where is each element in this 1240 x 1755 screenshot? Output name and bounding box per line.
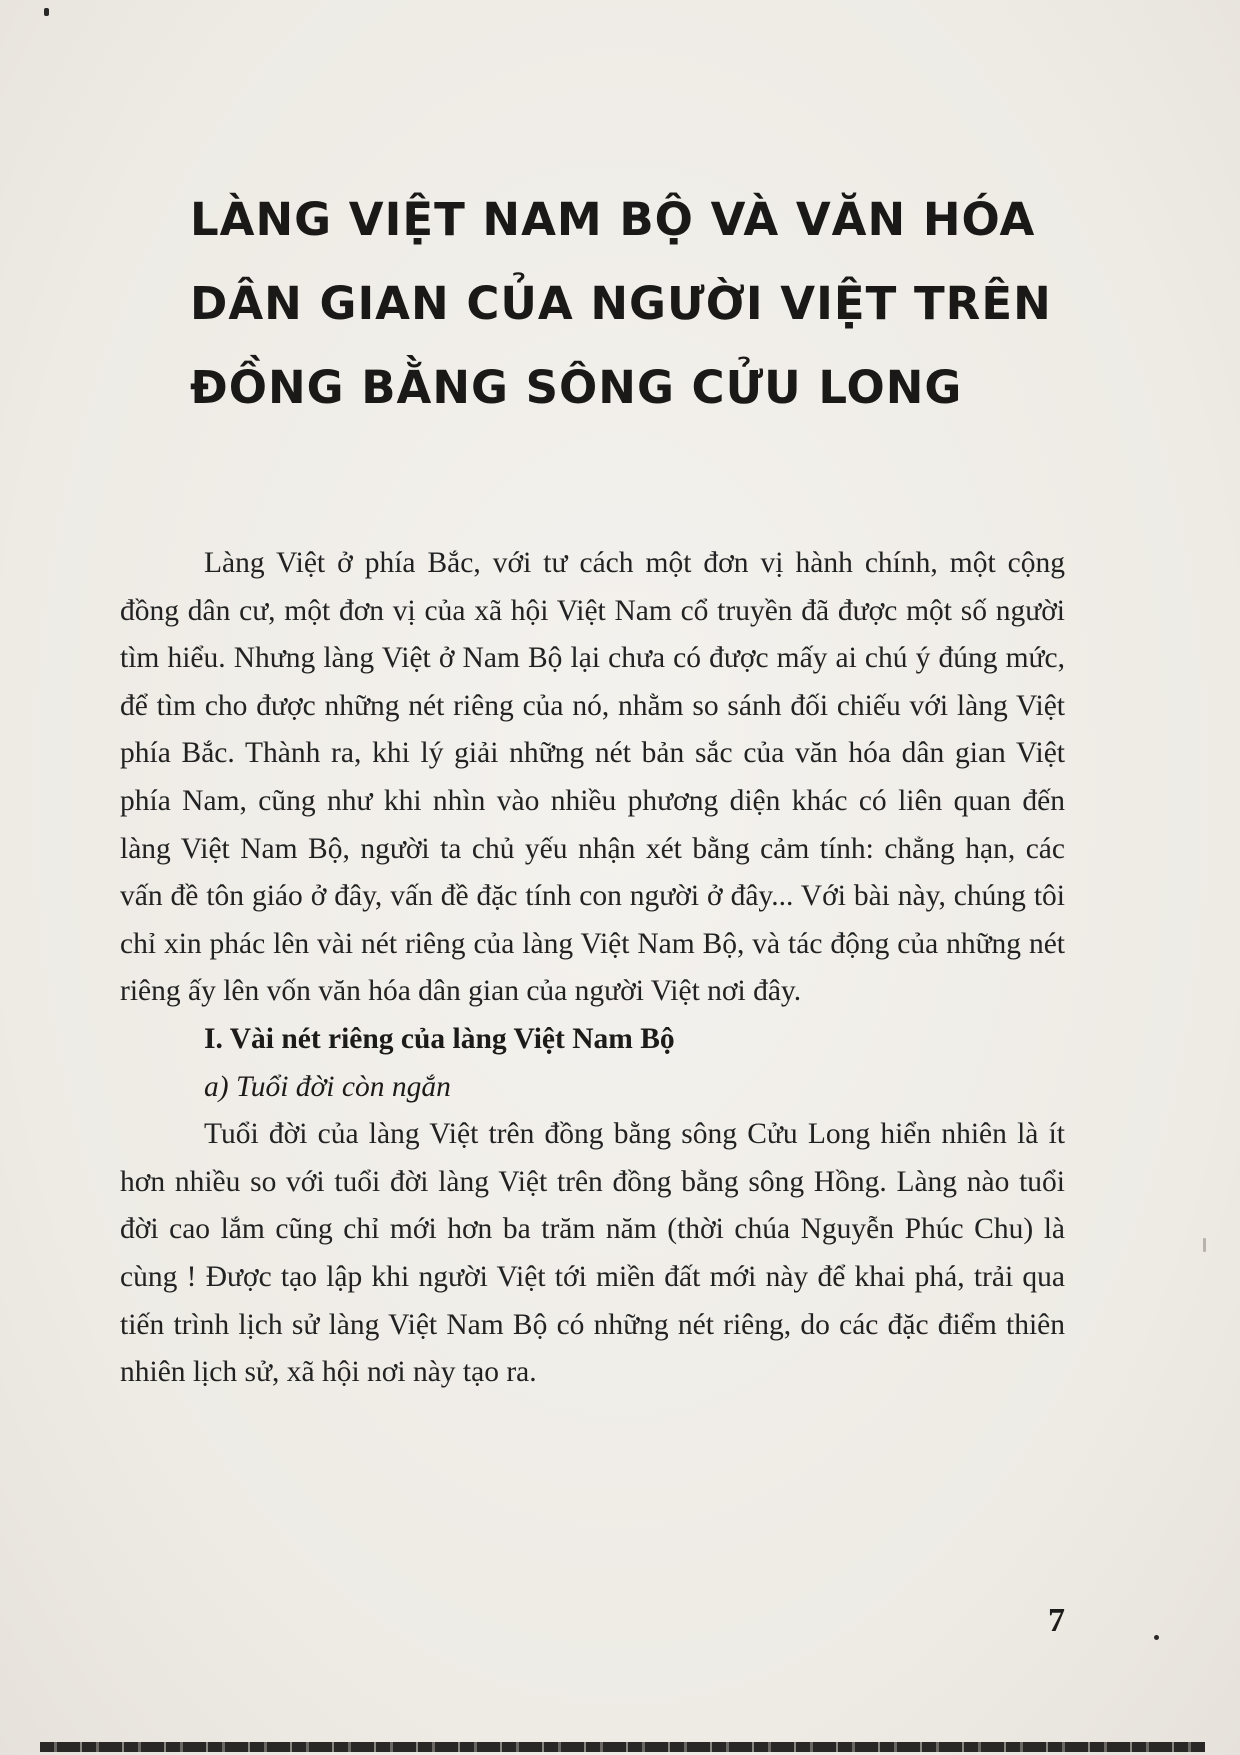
section-paragraph: Tuổi đời của làng Việt trên đồng bằng sông Cửu Long hiển nhiên là ít hơn nhiều so với tuổi đời làng Việt trên đồng bằng sông Hồng. Làng nào tuổi đời cao lắm cũng chỉ mới hơn ba trăm năm (thời chúa Nguyễn Phúc Chu) là cùng ! Được tạo lập khi người Việt tới miền đất mới này để khai phá, trải qua tiến trình lịch sử làng Việt Nam Bộ có những nét riêng, do các đặc điểm thiên nhiên lịch sử, xã hội nơi này tạo ra. [120,1118,1065,1389]
page-number: 7 [1048,1602,1065,1639]
chapter-title-line-3: ĐỒNG BẰNG SÔNG CỬU LONG [190,361,963,414]
scan-speck [44,8,49,16]
chapter-title-line-1: LÀNG VIỆT NAM BỘ VÀ VĂN HÓA [190,193,1036,246]
body-text [120,540,1065,1397]
chapter-title [190,178,1090,430]
scan-speck [1203,1238,1206,1252]
intro-paragraph: Làng Việt ở phía Bắc, với tư cách một đơn vị hành chính, một cộng đồng dân cư, một đơn vị của xã hội Việt Nam cổ truyền đã được một số người tìm hiểu. Nhưng làng Việt ở Nam Bộ lại chưa có được mấy ai chú ý đúng mức, để tìm cho được những nét riêng của nó, nhằm so sánh đối chiếu với làng Việt phía Bắc. Thành ra, khi lý giải những nét bản sắc của văn hóa dân gian Việt phía Nam, cũng như khi nhìn vào nhiều phương diện khác có liên quan đến làng Việt Nam Bộ, người ta chủ yếu nhận xét bằng cảm tính: chẳng hạn, các vấn đề tôn giáo ở đây, vấn đề đặc tính con người ở đây... Với bài này, chúng tôi chỉ xin phác lên vài nét riêng của làng Việt Nam Bộ, và tác động của những nét riêng ấy lên vốn văn hóa dân gian của người Việt nơi đây. [120,547,1065,1008]
sub-heading: a) Tuổi đời còn ngắn [204,1070,451,1103]
scan-edge-bar [40,1742,1205,1752]
section-heading: I. Vài nét riêng của làng Việt Nam Bộ [204,1022,675,1055]
scan-speck [1154,1635,1159,1640]
chapter-title-line-2: DÂN GIAN CỦA NGƯỜI VIỆT TRÊN [190,277,1052,330]
